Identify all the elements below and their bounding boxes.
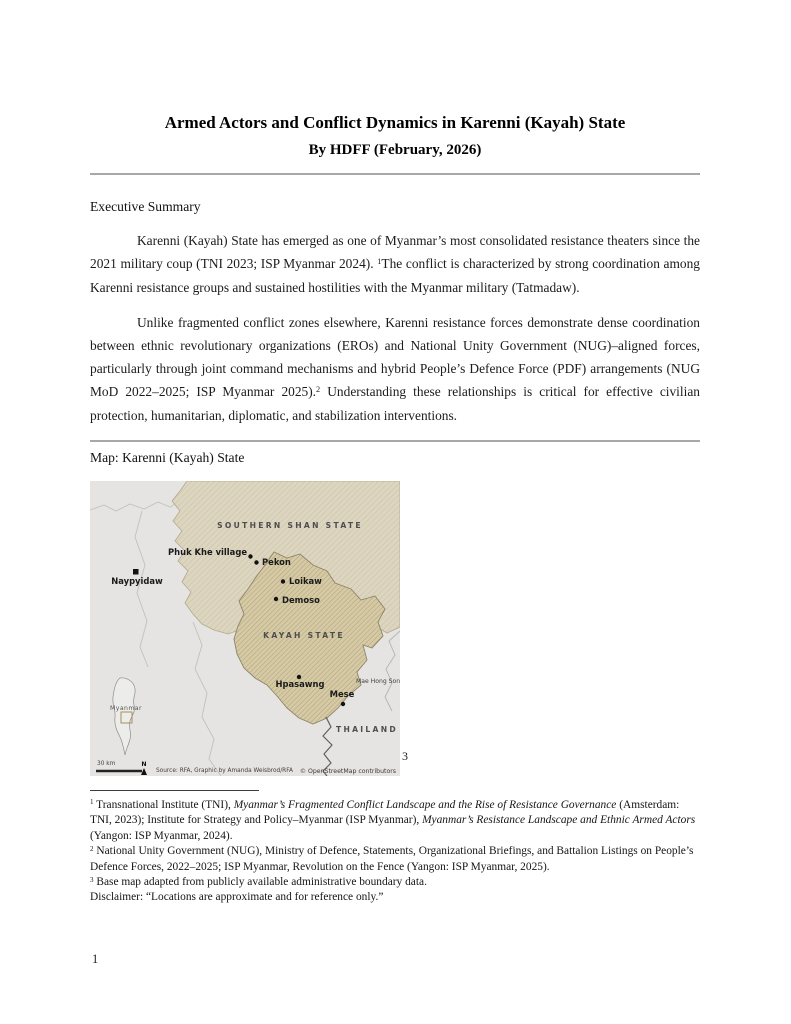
footnote-separator bbox=[90, 790, 259, 791]
north-label: N bbox=[141, 760, 147, 768]
map-karenni-kayah bbox=[90, 481, 400, 776]
page-number: 1 bbox=[92, 952, 99, 966]
paragraph-executive-summary-1: Karenni (Kayah) State has emerged as one of Myanmar’s most consolidated resistance theaters since the 2021 military coup (TNI 2023; ISP Myanmar 2024). $^1$The conflict is characterized by strong coordination among Karenni resistance groups and sustained hostilities with the Myanmar military (Tatmadaw). bbox=[90, 233, 700, 295]
map-attribution: © OpenStreetMap contributors bbox=[299, 767, 396, 775]
marker-demoso bbox=[274, 597, 278, 601]
disclaimer-line: Disclaimer: “Locations are approximate and for reference only.” bbox=[90, 891, 384, 904]
map-label-thailand: THAILAND bbox=[335, 724, 399, 734]
section-heading-map: Map: Karenni (Kayah) State bbox=[90, 449, 245, 465]
footnote-3: $^3$ Base map adapted from publicly available administrative boundary data. bbox=[90, 875, 427, 888]
marker-pekon bbox=[254, 560, 258, 564]
marker-naypyidaw bbox=[133, 569, 139, 575]
document-byline: By HDFF (February, 2026) bbox=[308, 142, 482, 159]
map-footnote-reference: 3 bbox=[402, 748, 408, 763]
document-title: Armed Actors and Conflict Dynamics in Karenni (Kayah) State bbox=[164, 113, 626, 132]
map-label-loikaw: Loikaw bbox=[289, 575, 322, 586]
footnotes-section bbox=[90, 790, 700, 906]
place-phuk-khe-village bbox=[168, 547, 253, 559]
map-label-naypyidaw: Naypyidaw bbox=[111, 575, 163, 586]
map-label-phuk-khe-village: Phuk Khe village bbox=[168, 546, 247, 557]
map-label-mese: Mese bbox=[329, 688, 355, 699]
scale-label: 30 km bbox=[97, 760, 116, 767]
footnote-2: $^2$ National Unity Government (NUG), Ministry of Defence, Statements, Organizational Briefings, and Battalion Listings on People’s Defence Forces, 2022–2025; ISP Myanmar, Revolution on the Fence (Yangon: ISP Myanmar, 2025). bbox=[90, 844, 694, 873]
marker-mese bbox=[341, 702, 345, 706]
map-source-credit: Source: RFA, Graphic by Amanda Weisbrod/RFA bbox=[156, 767, 293, 774]
divider-map bbox=[90, 440, 700, 442]
inset-label-myanmar: Myanmar bbox=[110, 704, 142, 712]
marker-phuk-khe-village bbox=[248, 554, 252, 558]
footnote-1: $^1$ Transnational Institute (TNI), Myanmar’s Fragmented Conflict Landscape and the Rise of Resistance Governance (Amsterdam: TNI, 2023); Institute for Strategy and Policy–Myanmar (ISP Myanmar), Myanmar’s Resistance Landscape and Ethnic Armed Actors (Yangon: ISP Myanmar, 2024). bbox=[90, 798, 696, 842]
map-label-kayah-state: KAYAH STATE bbox=[263, 630, 345, 640]
paragraph-executive-summary-2: Unlike fragmented conflict zones elsewhere, Karenni resistance forces demonstrate dense coordination between ethnic revolutionary organizations (EROs) and National Unity Government (NUG)–aligned forces, particularly through joint command mechanisms and hybrid People’s Defence Force (PDF) arrangements (NUG MoD 2022–2025; ISP Myanmar 2025).$^2$ Understanding these relationships is critical for effective civilian protection, humanitarian, diplomatic, and stabilization interventions. bbox=[90, 314, 700, 423]
section-heading-executive-summary: Executive Summary bbox=[90, 199, 201, 215]
map-label-hpasawng: Hpasawng bbox=[275, 678, 325, 689]
map-figure bbox=[90, 481, 408, 776]
map-label-southern-shan-state: SOUTHERN SHAN STATE bbox=[217, 520, 363, 530]
marker-loikaw bbox=[281, 579, 285, 583]
map-label-demoso: Demoso bbox=[282, 594, 320, 605]
map-label-mae-hong-son: Mae Hong Son bbox=[356, 677, 400, 685]
map-label-pekon: Pekon bbox=[262, 556, 291, 567]
divider-top bbox=[90, 173, 700, 175]
